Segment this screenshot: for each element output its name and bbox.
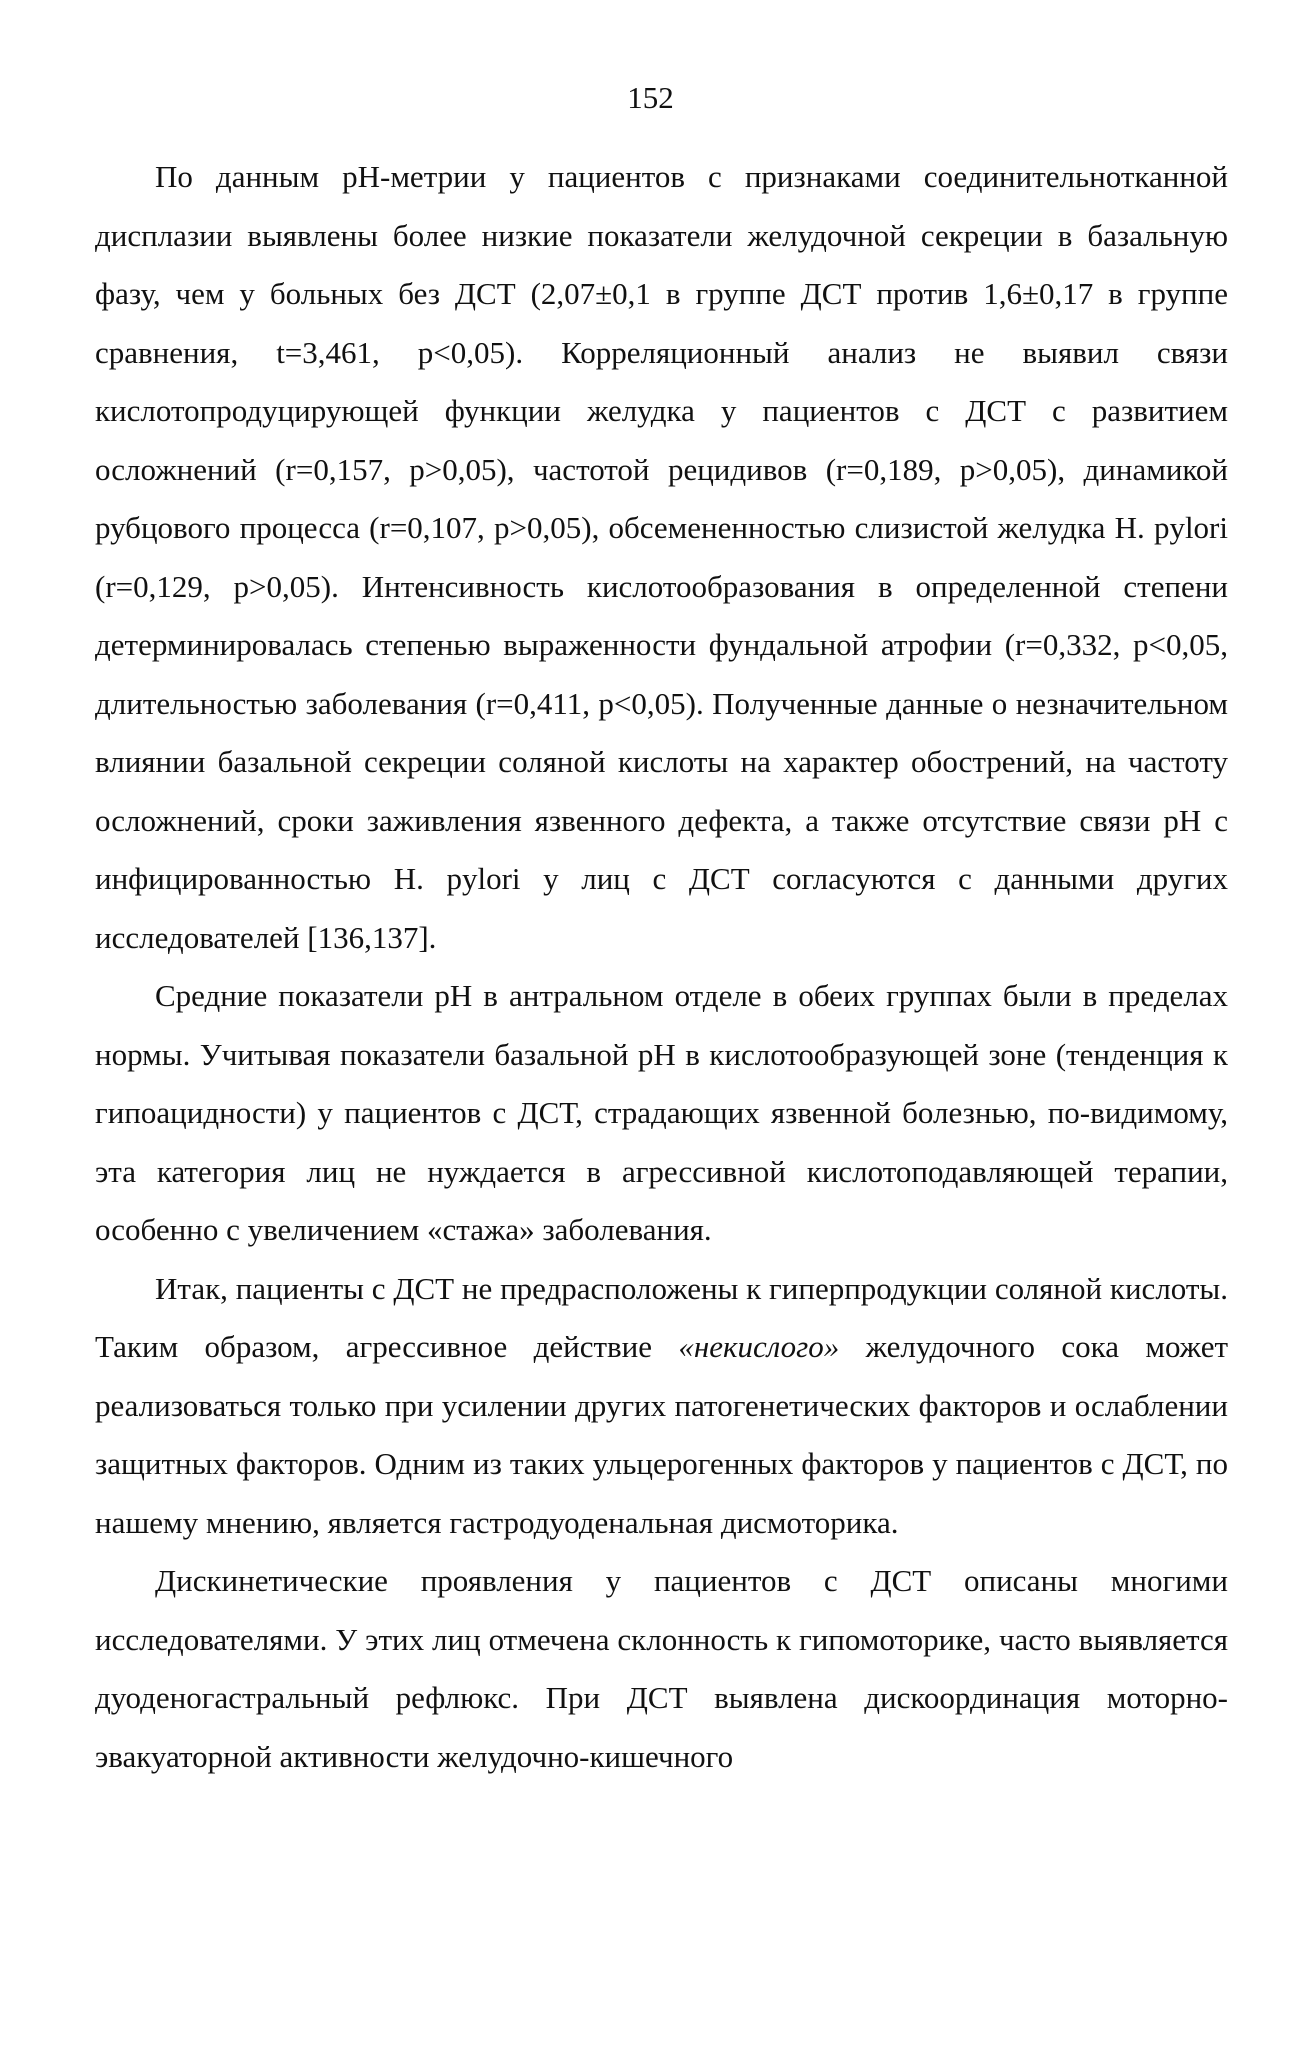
paragraph-antral-ph: Средние показатели pH в антральном отделе в обеих группах были в пределах нормы. Учитывая показатели базальной pH в кислотообразующей зоне (тенденция к гипоацидности) у пациентов с ДСТ, страдающих язвенной болезнью, по-видимому, эта категория лиц не нуждается в агрессивной кислотоподавляющей терапии, особенно с увеличением «стажа» заболевания. [95,978,1228,1247]
document-body [95,148,1228,1786]
paragraph-dyskinesia: Дискинетические проявления у пациентов с ДСТ описаны многими исследователями. У этих лиц отмечена склонность к гипомоторике, часто выявляется дуоденогастральный рефлюкс. При ДСТ выявлена дискоординация моторно-эвакуаторной активности желудочно-кишечного [95,1563,1228,1774]
paragraph-conclusion [95,1260,1228,1553]
paragraph-ph-metry: По данным pH-метрии у пациентов с признаками соединительнотканной дисплазии выявлены более низкие показатели желудочной секреции в базальную фазу, чем у больных без ДСТ (2,07±0,1 в группе ДСТ против 1,6±0,17 в группе сравнения, t=3,461, p<0,05). Корреляционный анализ не выявил связи кислотопродуцирующей функции желудка у пациентов с ДСТ с развитием осложнений (r=0,157, p>0,05), частотой рецидивов (r=0,189, p>0,05), динамикой рубцового процесса (r=0,107, p>0,05), обсемененностью слизистой желудка H. pylori (r=0,129, p>0,05). Интенсивность кислотообразования в определенной степени детерминировалась степенью выраженности фундальной атрофии (r=0,332, p<0,05, длительностью заболевания (r=0,411, p<0,05). Полученные данные о незначительном влиянии базальной секреции соляной кислоты на характер обострений, на частоту осложнений, сроки заживления язвенного дефекта, а также отсутствие связи pH с инфицированностью H. pylori у лиц с ДСТ согласуются с данными других исследователей [136,137]. [95,159,1228,955]
paragraph-conclusion-text: Итак, пациенты с ДСТ не предрасположены к гиперпродукции соляной кислоты. Таким образом, агрессивное действие [95,1270,1228,1364]
emphasized-term: «некислого» [678,1329,840,1364]
page-number: 152 [627,80,674,115]
paragraph-conclusion-text-end: желудочного сока может реализоваться только при усилении других патогенетических факторов и ослаблении защитных факторов. Одним из таких ульцерогенных факторов у пациентов с ДСТ, по нашему мнению, является гастродуоденальная дисмоторика. [95,1329,1228,1540]
